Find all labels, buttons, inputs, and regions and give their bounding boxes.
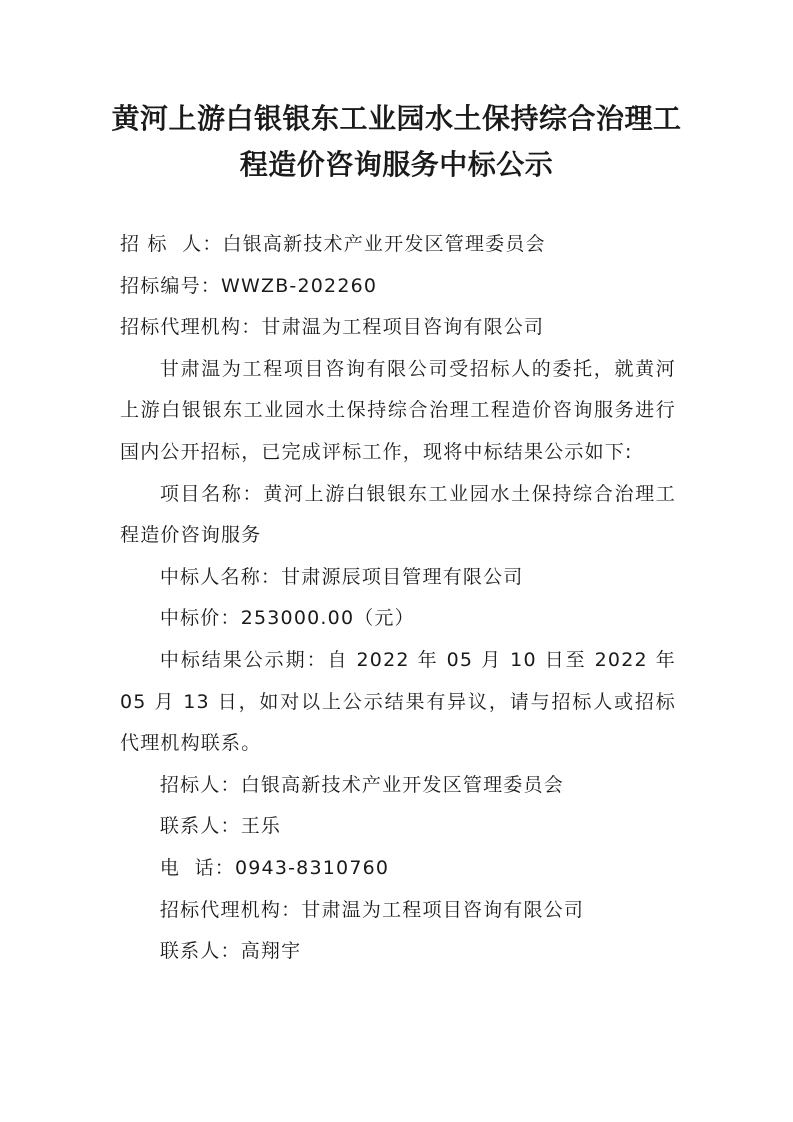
phone-line: 电 话：0943-8310760 [159, 856, 390, 879]
tenderer-line: 招 标 人：白银高新技术产业开发区管理委员会 [120, 233, 546, 255]
project-name-paragraph: 项目名称：黄河上游白银银东工业园水土保持综合治理工程造价咨询服务 [120, 482, 676, 547]
agency-line: 招标代理机构：甘肃温为工程项目咨询有限公司 [120, 316, 545, 339]
title-line-1: 黄河上游白银银东工业园水土保持综合治理工 [111, 102, 682, 135]
winner-line: 中标人名称：甘肃源辰项目管理有限公司 [159, 565, 524, 588]
document-title [110, 96, 683, 188]
contact-tenderer-line: 招标人：白银高新技术产业开发区管理委员会 [159, 773, 564, 796]
agency-contact-person-line: 联系人：高翔宇 [159, 940, 302, 963]
contact-person-line: 联系人：王乐 [159, 815, 282, 838]
tender-number-line: 招标编号：WWZB-202260 [120, 274, 378, 297]
price-line: 中标价：253000.00（元） [159, 607, 415, 630]
title-line-2: 程造价咨询服务中标公示 [239, 148, 554, 181]
document-body [120, 224, 676, 973]
publicity-period-paragraph: 中标结果公示期：自 2022 年 05 月 10 日至 2022 年 05 月 13 日，如对以上公示结果有异议，请与招标人或招标代理机构联系。 [120, 648, 676, 755]
contact-agency-line: 招标代理机构：甘肃温为工程项目咨询有限公司 [159, 898, 585, 921]
intro-paragraph: 甘肃温为工程项目咨询有限公司受招标人的委托，就黄河上游白银银东工业园水土保持综合治理工程造价咨询服务进行国内公开招标，已完成评标工作，现将中标结果公示如下: [120, 357, 676, 463]
